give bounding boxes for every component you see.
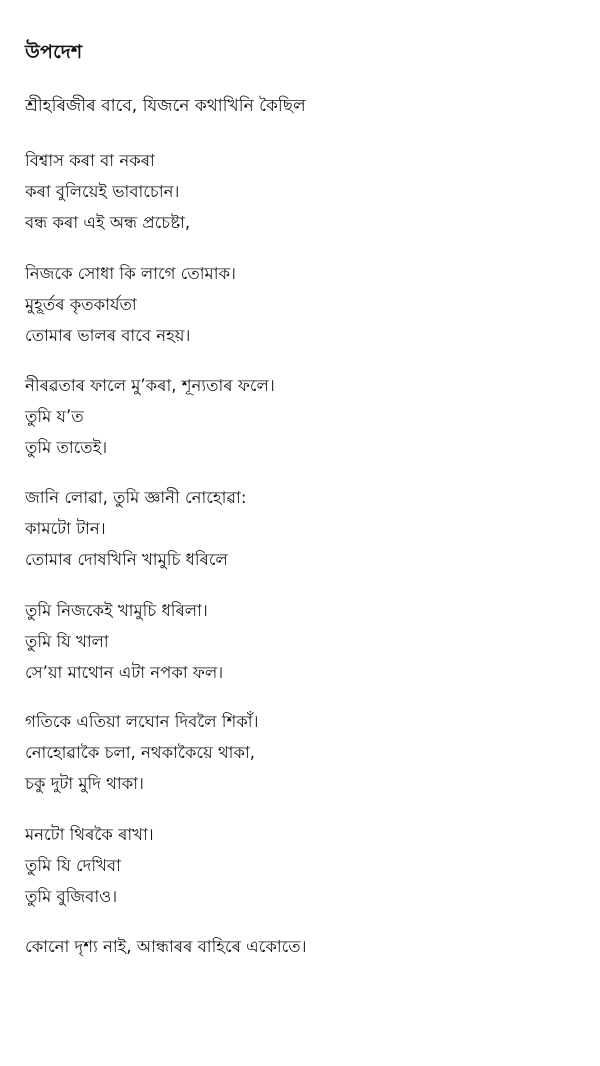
poem-line: মুহূৰ্তৰ কৃতকাৰ্যতা — [25, 295, 137, 314]
poem-line: তুমি যি দেখিবা — [25, 856, 121, 875]
poem-line: গতিকে এতিয়া লঘোন দিবলৈ শিকাঁ। — [25, 712, 259, 731]
poem-line: নিজকে সোধা কি লাগে তোমাক। — [25, 264, 236, 283]
poem-line: কৰা বুলিয়েই ভাবাচোন। — [25, 182, 180, 201]
poem-line: মনটো থিৰকৈ ৰাখা। — [25, 825, 154, 844]
poem-line: জানি লোৱা, তুমি জ্ঞানী নোহোৱা: — [25, 488, 247, 507]
poem-line: কোনো দৃশ্য নাই, আন্ধাৰৰ বাহিৰে একোতে। — [25, 937, 307, 956]
poem-line: সে’য়া মাথোন এটা নপকা ফল। — [25, 663, 224, 682]
poem-dedication: শ্ৰীহৰিজীৰ বাবে, যিজনে কথাখিনি কৈছিল — [25, 96, 306, 116]
poem-line: তুমি যি খালা — [25, 632, 109, 651]
stanza-6 — [25, 706, 259, 799]
stanza-5 — [25, 595, 223, 688]
stanza-7 — [25, 819, 154, 912]
poem-line: তোমাৰ ভালৰ বাবে নহয়। — [25, 326, 191, 345]
poem-line: বন্ধ কৰা এই অন্ধ প্ৰচেষ্টা, — [25, 213, 191, 232]
poem-line: নোহোৱাকৈ চলা, নথকাকৈয়ে থাকা, — [25, 743, 256, 762]
stanza-8 — [25, 931, 307, 962]
stanza-4 — [25, 482, 246, 575]
poem-line: তোমাৰ দোষখিনি খামুচি ধৰিলে — [25, 550, 228, 569]
poem-line: তুমি বুজিবাও। — [25, 887, 118, 906]
poem-line: বিশ্বাস কৰা বা নকৰা — [25, 151, 155, 170]
stanza-1 — [25, 145, 190, 238]
poem-line: চকু দুটা মুদি থাকা। — [25, 774, 144, 793]
stanza-3 — [25, 370, 275, 463]
poem-line: তুমি য’ত — [25, 407, 84, 426]
stanza-2 — [25, 258, 236, 351]
poem-line: নীৰৱতাৰ ফালে মু’কৰা, শূন্যতাৰ ফলে। — [25, 376, 275, 395]
poem-line: তুমি নিজকেই খামুচি ধৰিলা। — [25, 601, 208, 620]
poem-line: কামটো টান। — [25, 519, 106, 538]
poem-title: উপদেশ — [25, 41, 83, 63]
poem-line: তুমি তাতেই। — [25, 438, 108, 457]
